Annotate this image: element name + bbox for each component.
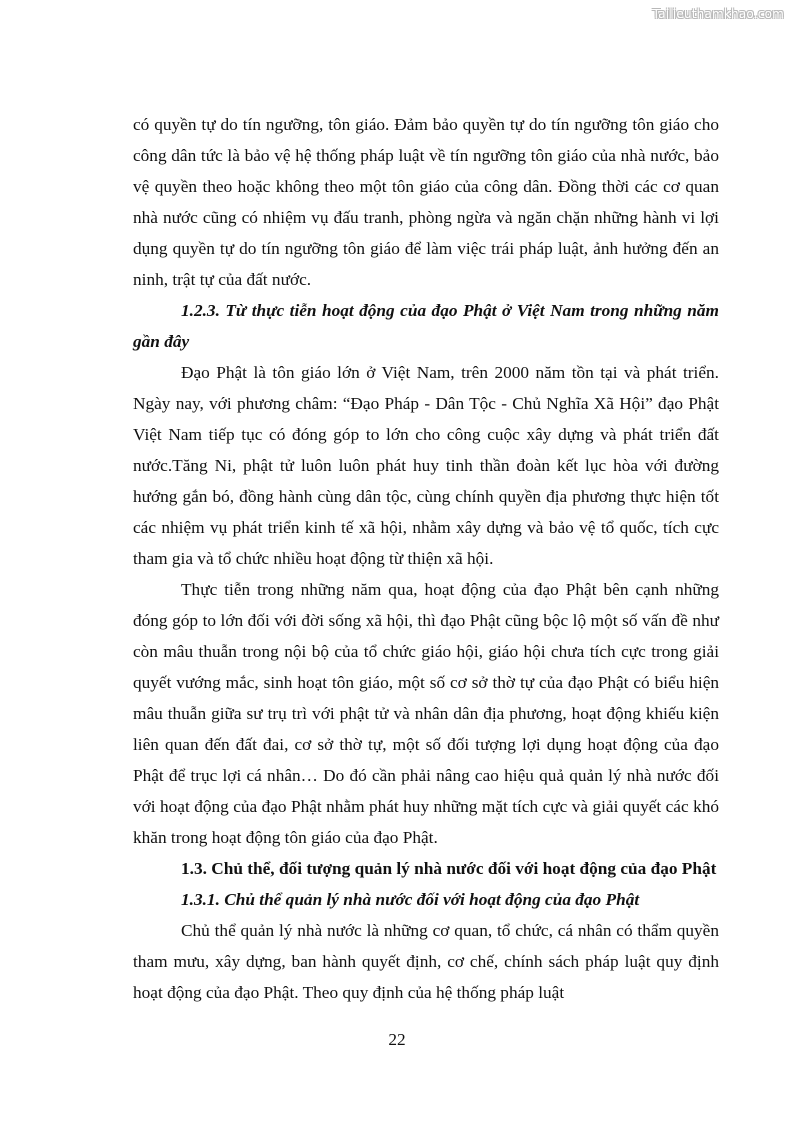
page-body xyxy=(133,109,719,1008)
watermark: Tailieuthamkhao.com xyxy=(652,7,784,21)
page-number: 22 xyxy=(388,1030,406,1049)
body-paragraph: Đạo Phật là tôn giáo lớn ở Việt Nam, trên 2000 năm tồn tại và phát triển. Ngày nay, với phương châm: “Đạo Pháp - Dân Tộc - Chủ Nghĩa Xã Hội” đạo Phật Việt Nam tiếp tục có đóng góp to lớn cho công cuộc xây dựng và phát triển đất nước.Tăng Ni, phật tử luôn luôn phát huy tinh thần đoàn kết lục hòa với đường hướng gắn bó, đồng hành cùng dân tộc, cùng chính quyền địa phương thực hiện tốt các nhiệm vụ phát triển kinh tế xã hội, nhằm xây dựng và bảo vệ tổ quốc, tích cực tham gia và tổ chức nhiều hoạt động từ thiện xã hội. xyxy=(133,363,719,568)
section-heading-1-3-1: 1.3.1. Chủ thể quản lý nhà nước đối với hoạt động của đạo Phật xyxy=(181,890,640,909)
body-paragraph: có quyền tự do tín ngưỡng, tôn giáo. Đảm bảo quyền tự do tín ngưỡng tôn giáo cho công dân tức là bảo vệ hệ thống pháp luật về tín ngưỡng tôn giáo của nhà nước, bảo vệ quyền theo hoặc không theo một tôn giáo của công dân. Đồng thời các cơ quan nhà nước cũng có nhiệm vụ đấu tranh, phòng ngừa và ngăn chặn những hành vi lợi dụng quyền tự do tín ngưỡng tôn giáo để làm việc trái pháp luật, ảnh hưởng đến an ninh, trật tự của đất nước. xyxy=(133,115,719,289)
body-paragraph: Thực tiễn trong những năm qua, hoạt động của đạo Phật bên cạnh những đóng góp to lớn đối với đời sống xã hội, thì đạo Phật cũng bộc lộ một số vấn đề như còn mâu thuẫn trong nội bộ của tổ chức giáo hội, giáo hội chưa tích cực trong giải quyết vướng mắc, sinh hoạt tôn giáo, một số cơ sở thờ tự của đạo Phật có biểu hiện mâu thuẫn giữa sư trụ trì với phật tử và nhân dân địa phương, hoạt động khiếu kiện liên quan đến đất đai, cơ sở thờ tự, một số đối tượng lợi dụng hoạt động của đạo Phật để trục lợi cá nhân… Do đó cần phải nâng cao hiệu quả quản lý nhà nước đối với hoạt động của đạo Phật nhằm phát huy những mặt tích cực và giải quyết các khó khăn trong hoạt động tôn giáo của đạo Phật. xyxy=(133,580,719,847)
body-paragraph: Chủ thể quản lý nhà nước là những cơ quan, tổ chức, cá nhân có thẩm quyền tham mưu, xây dựng, ban hành quyết định, cơ chế, chính sách pháp luật quy định hoạt động của đạo Phật. Theo quy định của hệ thống pháp luật xyxy=(133,921,719,1002)
section-heading-1-2-3: 1.2.3. Từ thực tiễn hoạt động của đạo Phật ở Việt Nam trong những năm gần đây xyxy=(133,301,719,351)
section-heading-1-3: 1.3. Chủ thể, đối tượng quản lý nhà nước đối với hoạt động của đạo Phật xyxy=(181,859,717,878)
